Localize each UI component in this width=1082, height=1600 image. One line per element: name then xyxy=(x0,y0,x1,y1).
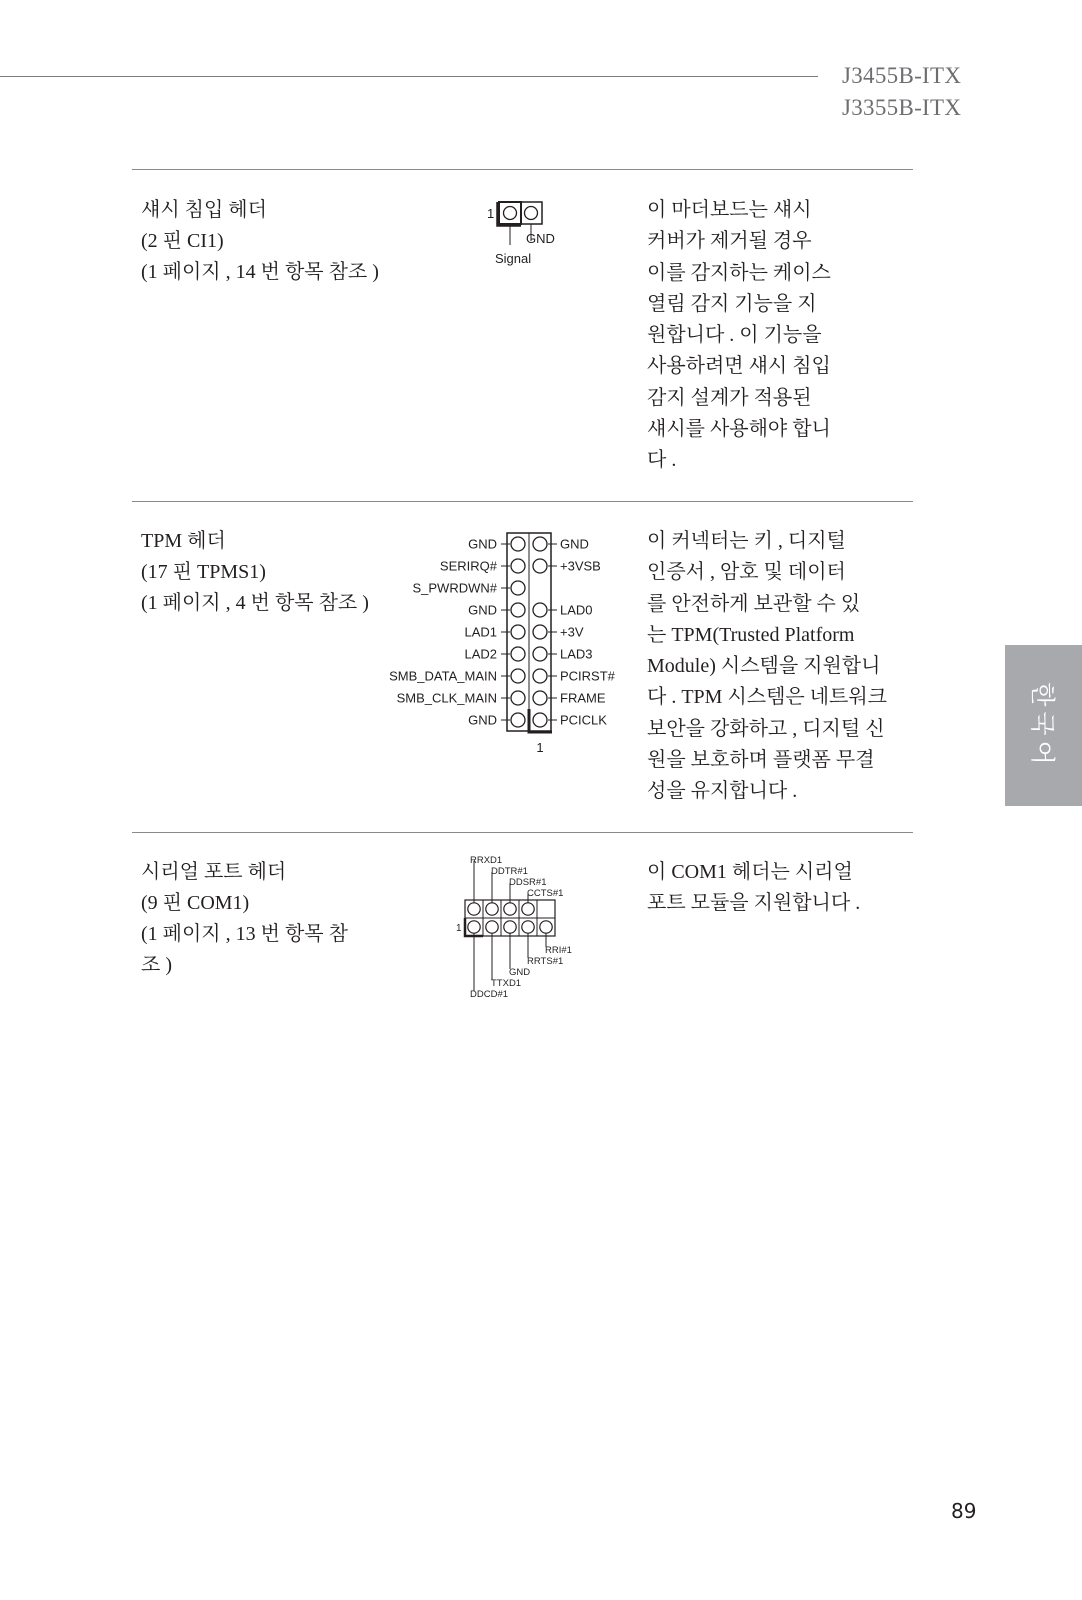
chassis-intrusion-diagram xyxy=(485,195,585,275)
pin-label-left: S_PWRDWN# xyxy=(412,580,497,596)
pin-label-bottom: DDCD#1 xyxy=(470,989,509,1000)
pin-label-bottom: TTXD1 xyxy=(491,978,522,989)
pin xyxy=(525,207,538,220)
pin xyxy=(486,903,498,915)
description-line: 포트 모듈을 지원합니다 . xyxy=(647,892,861,915)
pin-label-left: LAD1 xyxy=(464,624,497,640)
pin-label-right: LAD0 xyxy=(560,602,593,618)
pin xyxy=(540,921,552,933)
description-line: 원합니다 . 이 기능을 xyxy=(647,324,822,347)
section-tpm-description xyxy=(647,526,909,808)
pin-label-left: SMB_DATA_MAIN xyxy=(389,668,497,684)
pin xyxy=(533,625,547,639)
pin xyxy=(511,647,525,661)
pin-label-left: GND xyxy=(468,536,497,552)
description-line: 이 COM1 헤더는 시리얼 xyxy=(647,861,853,883)
description-line: 다 . TPM 시스템은 네트워크 xyxy=(647,686,888,709)
pin1-label: 1 xyxy=(456,923,462,934)
section-pins: (9 핀 COM1) xyxy=(141,892,250,914)
header-rule xyxy=(0,76,818,77)
pin-label-bottom: RRI#1 xyxy=(545,945,572,956)
pin-label-right: LAD3 xyxy=(560,646,593,662)
pin xyxy=(511,713,525,727)
section-pins: (2 핀 CI1) xyxy=(141,230,224,252)
pin xyxy=(511,559,525,573)
pin xyxy=(504,207,517,220)
description-line: 이 마더보드는 섀시 xyxy=(647,199,812,221)
pin xyxy=(533,647,547,661)
header-column xyxy=(529,533,551,731)
pin-label-top: RRXD1 xyxy=(470,855,503,866)
description-line: 원을 보호하며 플랫폼 무결 xyxy=(647,749,875,772)
page-number: 89 xyxy=(951,1499,977,1523)
pin-label-left: GND xyxy=(468,602,497,618)
pin-label-top: CCTS#1 xyxy=(527,888,564,899)
pin1-label: 1 xyxy=(487,206,495,221)
pin-square xyxy=(499,202,521,224)
pin-label-right: FRAME xyxy=(560,690,606,706)
pin-label-bottom: GND xyxy=(509,967,531,978)
section-ref: (1 페이지 , 14 번 항목 참조 ) xyxy=(141,261,379,283)
description-line: Module) 시스템을 지원합니 xyxy=(647,655,881,678)
pin xyxy=(533,603,547,617)
pin xyxy=(511,537,525,551)
pin xyxy=(533,713,547,727)
com1-header-diagram xyxy=(455,855,625,1015)
signal-label: Signal xyxy=(495,251,532,266)
description-line: 섀시를 사용해야 합니 xyxy=(647,418,831,441)
pin1-marker xyxy=(498,202,521,225)
pin xyxy=(533,669,547,683)
section-divider xyxy=(132,832,913,833)
pin xyxy=(511,691,525,705)
pin-label-top: DDSR#1 xyxy=(509,877,547,888)
section-divider xyxy=(132,501,913,502)
section-title: 섀시 침입 헤더 xyxy=(141,199,267,221)
section-title: 시리얼 포트 헤더 xyxy=(141,861,287,883)
pin xyxy=(468,903,480,915)
section-pins: (17 핀 TPMS1) xyxy=(141,561,266,583)
pin xyxy=(511,669,525,683)
pin-label-left: LAD2 xyxy=(464,646,497,662)
section-serial-port-description xyxy=(647,857,909,920)
section-chassis-intrusion-labels xyxy=(141,195,401,288)
description-line: 성을 유지합니다 . xyxy=(647,780,798,803)
section-tpm-labels xyxy=(141,526,401,619)
description-line: 보안을 강화하고 , 디지털 신 xyxy=(647,717,885,740)
section-ref-cont: 조 ) xyxy=(141,954,172,976)
description-line: 감지 설계가 적용된 xyxy=(647,386,812,409)
section-ref: (1 페이지 , 4 번 항목 참조 ) xyxy=(141,592,369,614)
description-line: 를 안전하게 보관할 수 있 xyxy=(647,592,861,615)
description-line: 사용하려면 섀시 침입 xyxy=(647,355,831,378)
tpm-header-diagram xyxy=(370,530,640,780)
description-line: 커버가 제거될 경우 xyxy=(647,230,812,253)
pin-label-left: SERIRQ# xyxy=(439,558,497,574)
gnd-label: GND xyxy=(526,231,555,246)
pin xyxy=(468,921,480,933)
section-title: TPM 헤더 xyxy=(141,530,226,552)
language-side-tab xyxy=(1005,645,1082,806)
section-ref: (1 페이지 , 13 번 항목 참 xyxy=(141,923,348,945)
pin-label-right: PCICLK xyxy=(560,712,607,728)
pin-label-left: SMB_CLK_MAIN xyxy=(396,690,497,706)
pin xyxy=(486,921,498,933)
section-chassis-intrusion-description xyxy=(647,195,909,477)
pin xyxy=(511,603,525,617)
pin-label-right: PCIRST# xyxy=(560,668,615,684)
description-line: 열림 감지 기능을 지 xyxy=(647,292,817,315)
pin xyxy=(533,559,547,573)
description-line: 이 커넥터는 키 , 디지털 xyxy=(647,530,846,552)
pin xyxy=(511,625,525,639)
pin xyxy=(522,903,534,915)
pin xyxy=(522,921,534,933)
section-serial-port-labels xyxy=(141,857,401,981)
description-line: 다 . xyxy=(647,449,677,472)
pin xyxy=(504,921,516,933)
model-name-2: J3355B-ITX xyxy=(842,95,962,120)
pin xyxy=(533,691,547,705)
pin1-label: 1 xyxy=(536,740,544,755)
pin-label-bottom: RRTS#1 xyxy=(527,956,564,967)
section-divider xyxy=(132,169,913,170)
pin xyxy=(533,537,547,551)
pin-label-left: GND xyxy=(468,712,497,728)
pin xyxy=(511,581,525,595)
description-line: 이를 감지하는 케이스 xyxy=(647,261,831,284)
description-line: 는 TPM(Trusted Platform xyxy=(647,623,855,646)
pin-label-right: GND xyxy=(560,536,589,552)
description-line: 인증서 , 암호 및 데이터 xyxy=(647,561,846,584)
language-label: 한국어 xyxy=(1027,681,1057,770)
pin-label-top: DDTR#1 xyxy=(491,866,528,877)
pin-label-right: +3V xyxy=(560,624,584,640)
model-name-1: J3455B-ITX xyxy=(842,63,962,88)
pin-label-right: +3VSB xyxy=(560,558,601,574)
pin xyxy=(504,903,516,915)
